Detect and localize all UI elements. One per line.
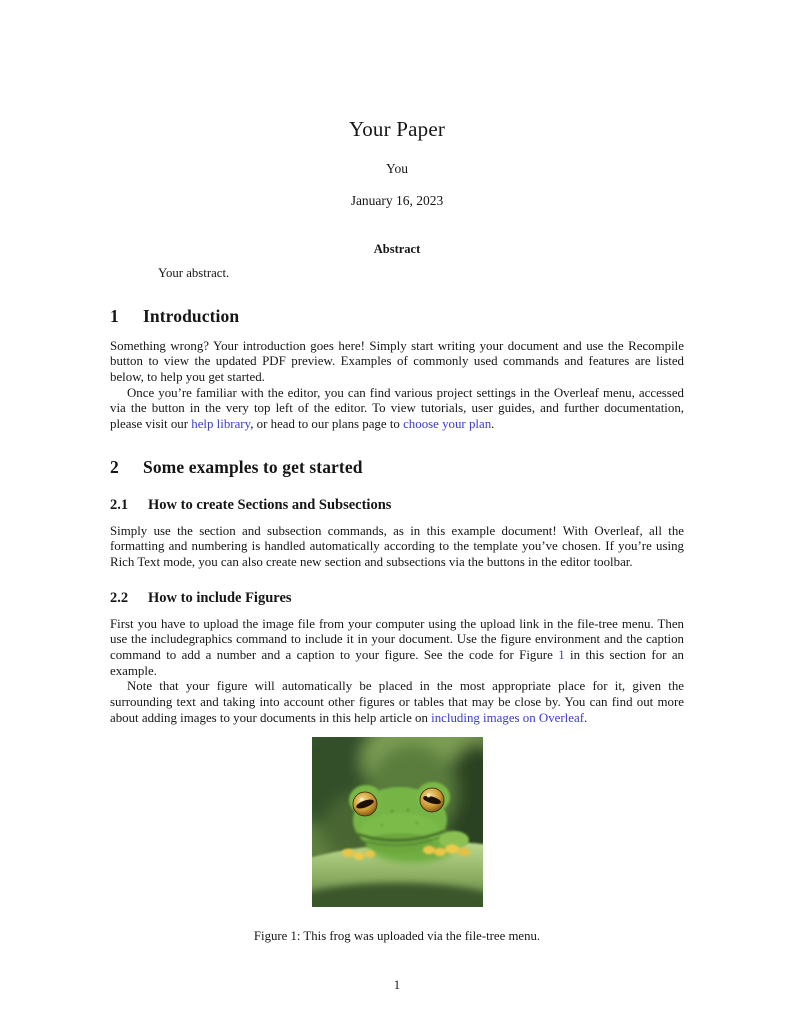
abstract-body: Your abstract. bbox=[158, 266, 230, 280]
subsection-sections-paragraph: Simply use the section and subsection commands, as in this example document! With Overleaf, all the formatting and numbering is handled automatically according to the template you’ve chosen. If you’re using Rich Text mode, you can also create new section and subsections via the buttons in the editor toolbar. bbox=[110, 523, 684, 569]
abstract-section bbox=[141, 242, 653, 282]
paper-date: January 16, 2023 bbox=[350, 193, 444, 208]
figure-1-reference-link[interactable]: 1 bbox=[558, 648, 565, 662]
abstract-heading: Abstract bbox=[373, 242, 421, 256]
subsection-title-text: How to create Sections and Subsections bbox=[148, 496, 392, 513]
figures-paragraph-2 bbox=[110, 679, 684, 726]
title-block bbox=[110, 0, 684, 209]
subsection-heading-sections bbox=[110, 497, 684, 514]
section-number: 1 bbox=[110, 305, 119, 326]
section-title-text: Some examples to get started bbox=[143, 456, 363, 477]
paper-title: Your Paper bbox=[348, 117, 446, 141]
section-introduction bbox=[110, 306, 684, 433]
figure-1 bbox=[110, 737, 684, 944]
paragraph-text: Note that your figure will automatically be placed in the most appropriate place for it, given the surrounding text and taking into account other figures or tables that may be close by. You can find out more about adding images to your documents in this help article on bbox=[110, 679, 684, 725]
section-number: 2 bbox=[110, 456, 119, 477]
subsection-title-text: How to include Figures bbox=[148, 589, 292, 606]
section-heading-examples bbox=[110, 457, 684, 478]
including-images-link[interactable]: including images on Overleaf bbox=[431, 710, 584, 725]
paper-author: You bbox=[386, 161, 408, 176]
paragraph-text: Once you’re familiar with the editor, you can find various project settings in the Overleaf menu, accessed via the button in the very top left of the editor. To view tutorials, user guides, and further documentation, please visit our bbox=[110, 385, 684, 431]
subsection-number: 2.1 bbox=[110, 496, 129, 513]
paragraph-text: in this section for an example. bbox=[110, 648, 684, 678]
subsection-number: 2.2 bbox=[110, 589, 129, 606]
page-number: 1 bbox=[393, 978, 401, 992]
subsection-heading-figures bbox=[110, 590, 684, 607]
figures-paragraph-1 bbox=[110, 617, 684, 680]
figure-1-caption: Figure 1: This frog was uploaded via the file-tree menu. bbox=[253, 929, 541, 944]
choose-your-plan-link[interactable]: choose your plan bbox=[403, 416, 492, 431]
section-heading-introduction bbox=[110, 306, 684, 327]
frog-image bbox=[312, 737, 483, 907]
paragraph-text: First you have to upload the image file from your computer using the upload link in the file-tree menu. Then use the includegraphics command to include it in your document. Use the figure environment and the caption command to add a number and a caption to your figure. See the code for Figure bbox=[110, 616, 684, 662]
intro-paragraph-1: Something wrong? Your introduction goes here! Simply start writing your document and use the Recompile button to view the updated PDF preview. Examples of commonly used commands and features are listed below, to help you get started. bbox=[110, 338, 684, 384]
section-title-text: Introduction bbox=[143, 305, 240, 326]
intro-paragraph-2 bbox=[110, 386, 684, 433]
paragraph-text: . bbox=[491, 416, 495, 431]
help-library-link[interactable]: help library bbox=[191, 416, 251, 431]
paragraph-text: . bbox=[584, 710, 588, 725]
section-examples bbox=[110, 457, 684, 727]
paragraph-text: , or head to our plans page to bbox=[250, 416, 404, 431]
